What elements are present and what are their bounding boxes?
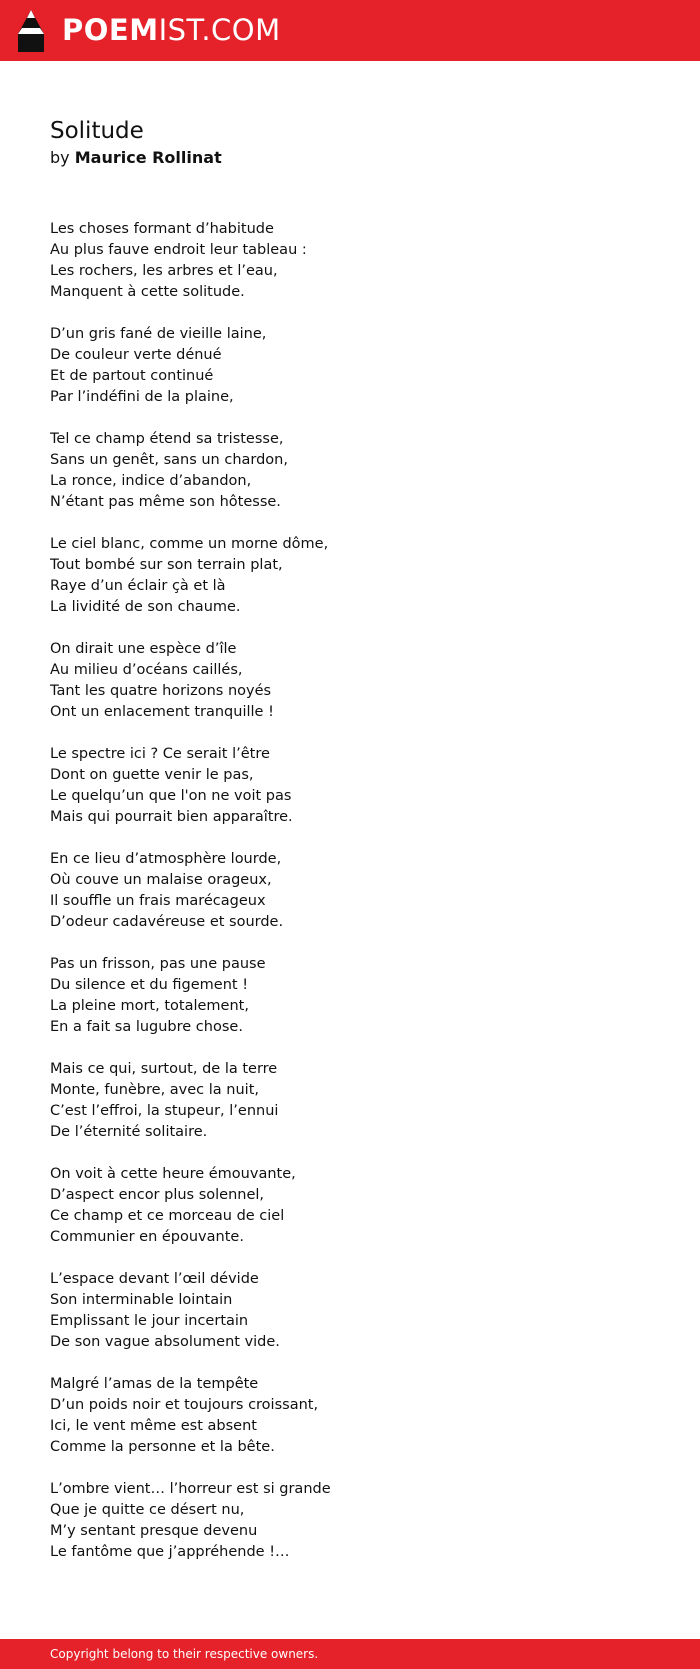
poem-content [50,116,650,1584]
copyright-text: Copyright belong to their respective owners. [50,1647,319,1661]
poem-title: Solitude [50,118,144,144]
poem-line: Par l’indéfini de la plaine, [50,389,234,405]
poem-line: De son vague absolument vide. [50,1334,280,1350]
stanza [50,744,650,828]
stanza [50,639,650,723]
poem-line: Tel ce champ étend sa tristesse, [50,431,284,447]
poem-line: C’est l’effroi, la stupeur, l’ennui [50,1103,279,1119]
poem-line: Il souffle un frais marécageux [50,893,266,909]
poem-line: Ce champ et ce morceau de ciel [50,1208,285,1224]
poem-line: D’aspect encor plus solennel, [50,1187,265,1203]
stanza [50,954,650,1038]
site-footer [0,1639,700,1669]
poem-line: M’y sentant presque devenu [50,1523,258,1539]
poem-line: Ont un enlacement tranquille ! [50,704,274,720]
pencil-icon [18,10,44,52]
stanza [50,1479,650,1563]
poem-line: Sans un genêt, sans un chardon, [50,452,288,468]
stanza [50,1374,650,1458]
stanza [50,1164,650,1248]
poem-line: Mais ce qui, surtout, de la terre [50,1061,278,1077]
poem-line: Les choses formant d’habitude [50,221,274,237]
byline-prefix: by [50,148,70,167]
poem-line: Du silence et du figement ! [50,977,249,993]
poem-line: De l’éternité solitaire. [50,1124,208,1140]
poem-line: N’étant pas même son hôtesse. [50,494,281,510]
poem-line: L’espace devant l’œil dévide [50,1271,259,1287]
poem-line: Le ciel blanc, comme un morne dôme, [50,536,329,552]
author-name: Maurice Rollinat [74,148,222,167]
poem-line: Malgré l’amas de la tempête [50,1376,259,1392]
poem-line: Manquent à cette solitude. [50,284,245,300]
stanza [50,324,650,408]
poem-body [50,219,650,1563]
stanza [50,429,650,513]
stanza [50,1059,650,1143]
poem-line: En ce lieu d’atmosphère lourde, [50,851,282,867]
stanza [50,534,650,618]
poem-line: Le quelqu’un que l'on ne voit pas [50,788,292,804]
poem-line: Raye d’un éclair çà et là [50,578,226,594]
logo-bold-text: POEM [62,13,159,47]
poem-line: La lividité de son chaume. [50,599,241,615]
site-logo[interactable] [62,12,281,48]
logo-light-text: IST.COM [158,13,281,47]
poem-line: Où couve un malaise orageux, [50,872,272,888]
stanza [50,1269,650,1353]
poem-line: De couleur verte dénué [50,347,222,363]
poem-line: Le spectre ici ? Ce serait l’être [50,746,270,762]
poem-line: On dirait une espèce d’île [50,641,237,657]
poem-line: Emplissant le jour incertain [50,1313,249,1329]
poem-line: Tant les quatre horizons noyés [50,683,272,699]
poem-line: Ici, le vent même est absent [50,1418,257,1434]
byline [50,147,650,169]
poem-line: Le fantôme que j’appréhende !… [50,1544,290,1560]
poem-line: Et de partout continué [50,368,214,384]
poem-line: L’ombre vient… l’horreur est si grande [50,1481,331,1497]
stanza [50,849,650,933]
poem-line: Son interminable lointain [50,1292,233,1308]
poem-line: Que je quitte ce désert nu, [50,1502,245,1518]
poem-line: Pas un frisson, pas une pause [50,956,266,972]
site-header [0,0,700,61]
poem-line: Tout bombé sur son terrain plat, [50,557,283,573]
poem-line: Au milieu d’océans caillés, [50,662,243,678]
poem-line: D’odeur cadavéreuse et sourde. [50,914,284,930]
poem-line: Au plus fauve endroit leur tableau : [50,242,307,258]
poem-line: Les rochers, les arbres et l’eau, [50,263,278,279]
poem-line: Dont on guette venir le pas, [50,767,254,783]
poem-line: Mais qui pourrait bien apparaître. [50,809,293,825]
poem-line: La ronce, indice d’abandon, [50,473,252,489]
poem-line: Communier en épouvante. [50,1229,244,1245]
poem-line: En a fait sa lugubre chose. [50,1019,243,1035]
poem-line: D’un gris fané de vieille laine, [50,326,267,342]
poem-line: Comme la personne et la bête. [50,1439,275,1455]
poem-line: D’un poids noir et toujours croissant, [50,1397,319,1413]
poem-line: La pleine mort, totalement, [50,998,249,1014]
poem-line: On voit à cette heure émouvante, [50,1166,296,1182]
stanza [50,219,650,303]
poem-line: Monte, funèbre, avec la nuit, [50,1082,259,1098]
